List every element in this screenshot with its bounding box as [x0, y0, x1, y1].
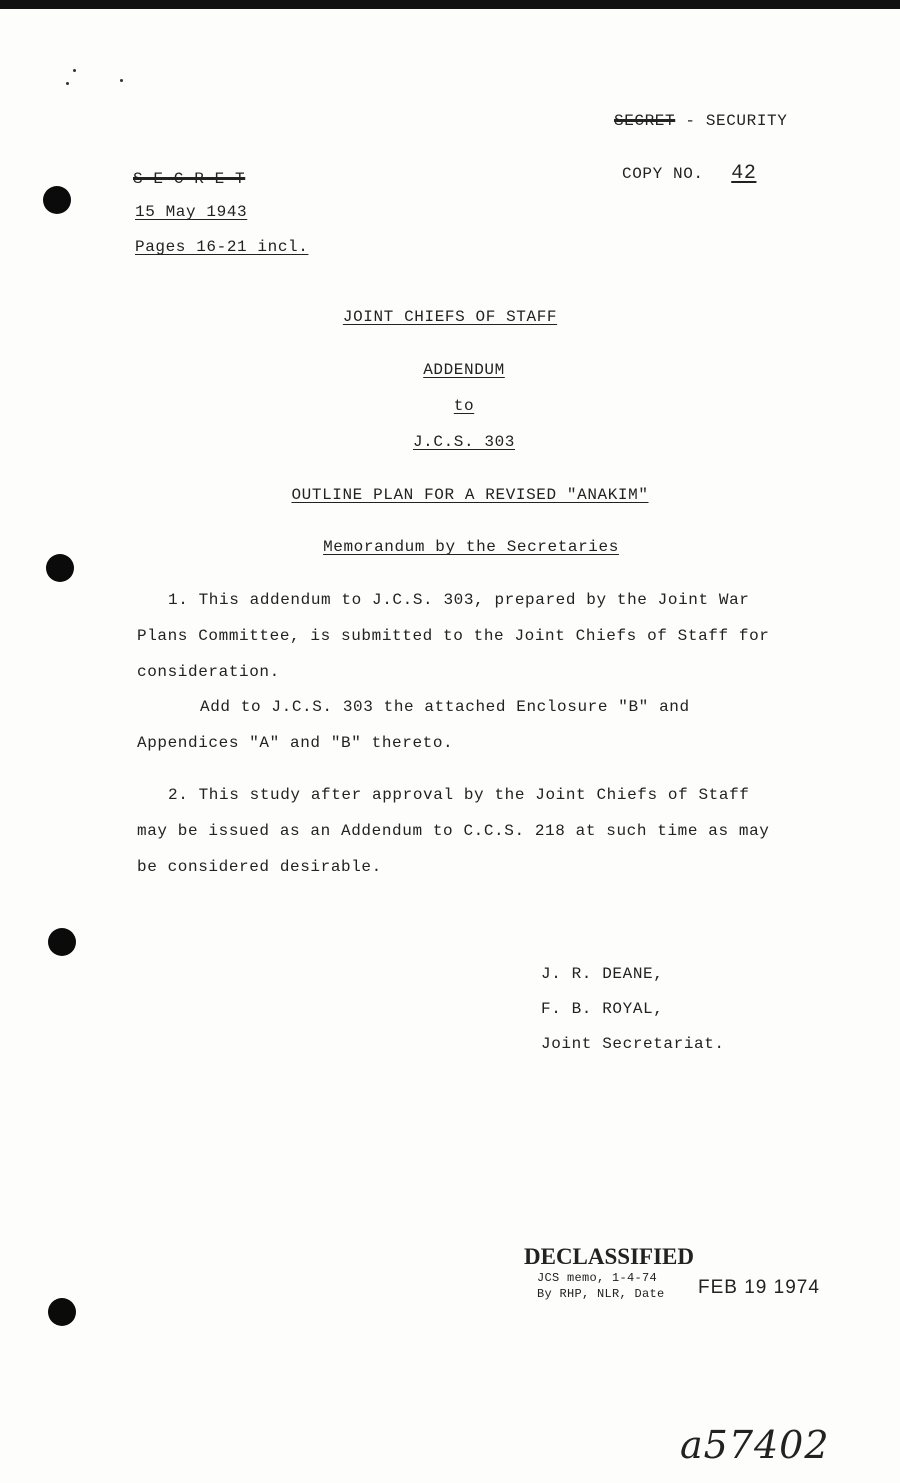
paragraph-1-line-3: consideration.: [137, 663, 280, 681]
declassified-by-line: By RHP, NLR, Date: [537, 1287, 665, 1301]
declassified-date: FEB 19 1974: [698, 1277, 820, 1298]
copy-label: COPY NO.: [622, 165, 704, 183]
punch-hole: [43, 186, 71, 214]
declassified-authority: JCS memo, 1-4-74: [537, 1271, 658, 1285]
copy-number-value: 42: [731, 162, 757, 185]
paragraph-2-line-3: be considered desirable.: [137, 858, 382, 876]
to-label: to: [453, 397, 475, 415]
left-classification-struck: S-E-C-R-E-T: [133, 170, 246, 188]
security-label: SECURITY: [705, 112, 788, 130]
page-range: Pages 16-21 incl.: [135, 238, 309, 256]
paragraph-1b-line-2: Appendices "A" and "B" thereto.: [137, 734, 454, 752]
scan-speck: [73, 69, 76, 72]
paragraph-2-line-1: 2. This study after approval by the Joint Chiefs of Staff: [168, 786, 750, 804]
org-title: JOINT CHIEFS OF STAFF: [342, 308, 558, 326]
classification-marking: SECRET - SECURITY: [614, 112, 788, 130]
signature-name-1: J. R. DEANE,: [541, 965, 664, 983]
paragraph-1b-line-1: Add to J.C.S. 303 the attached Enclosure "B" and: [200, 698, 690, 716]
scan-edge: [0, 0, 900, 9]
ref-number: J.C.S. 303: [412, 433, 515, 451]
subject-title: OUTLINE PLAN FOR A REVISED "ANAKIM": [291, 486, 649, 504]
struck-classification: SECRET: [614, 112, 676, 130]
document-date: 15 May 1943: [135, 203, 248, 221]
copy-number: [622, 162, 774, 185]
paragraph-1-line-1: 1. This addendum to J.C.S. 303, prepared by the Joint War: [168, 591, 750, 609]
doc-type: ADDENDUM: [423, 361, 505, 379]
handwritten-id: a57402: [680, 1423, 830, 1467]
punch-hole: [46, 554, 74, 582]
scan-speck: [120, 79, 123, 82]
punch-hole: [48, 928, 76, 956]
memo-title: Memorandum by the Secretaries: [323, 538, 619, 556]
signature-name-2: F. B. ROYAL,: [541, 1000, 664, 1018]
paragraph-1-line-2: Plans Committee, is submitted to the Joint Chiefs of Staff for: [137, 627, 770, 645]
declassified-stamp-title: DECLASSIFIED: [524, 1244, 694, 1269]
signature-role: Joint Secretariat.: [541, 1035, 725, 1053]
paragraph-2-line-2: may be issued as an Addendum to C.C.S. 218 at such time as may: [137, 822, 770, 840]
scan-speck: [66, 82, 69, 85]
punch-hole: [48, 1298, 76, 1326]
